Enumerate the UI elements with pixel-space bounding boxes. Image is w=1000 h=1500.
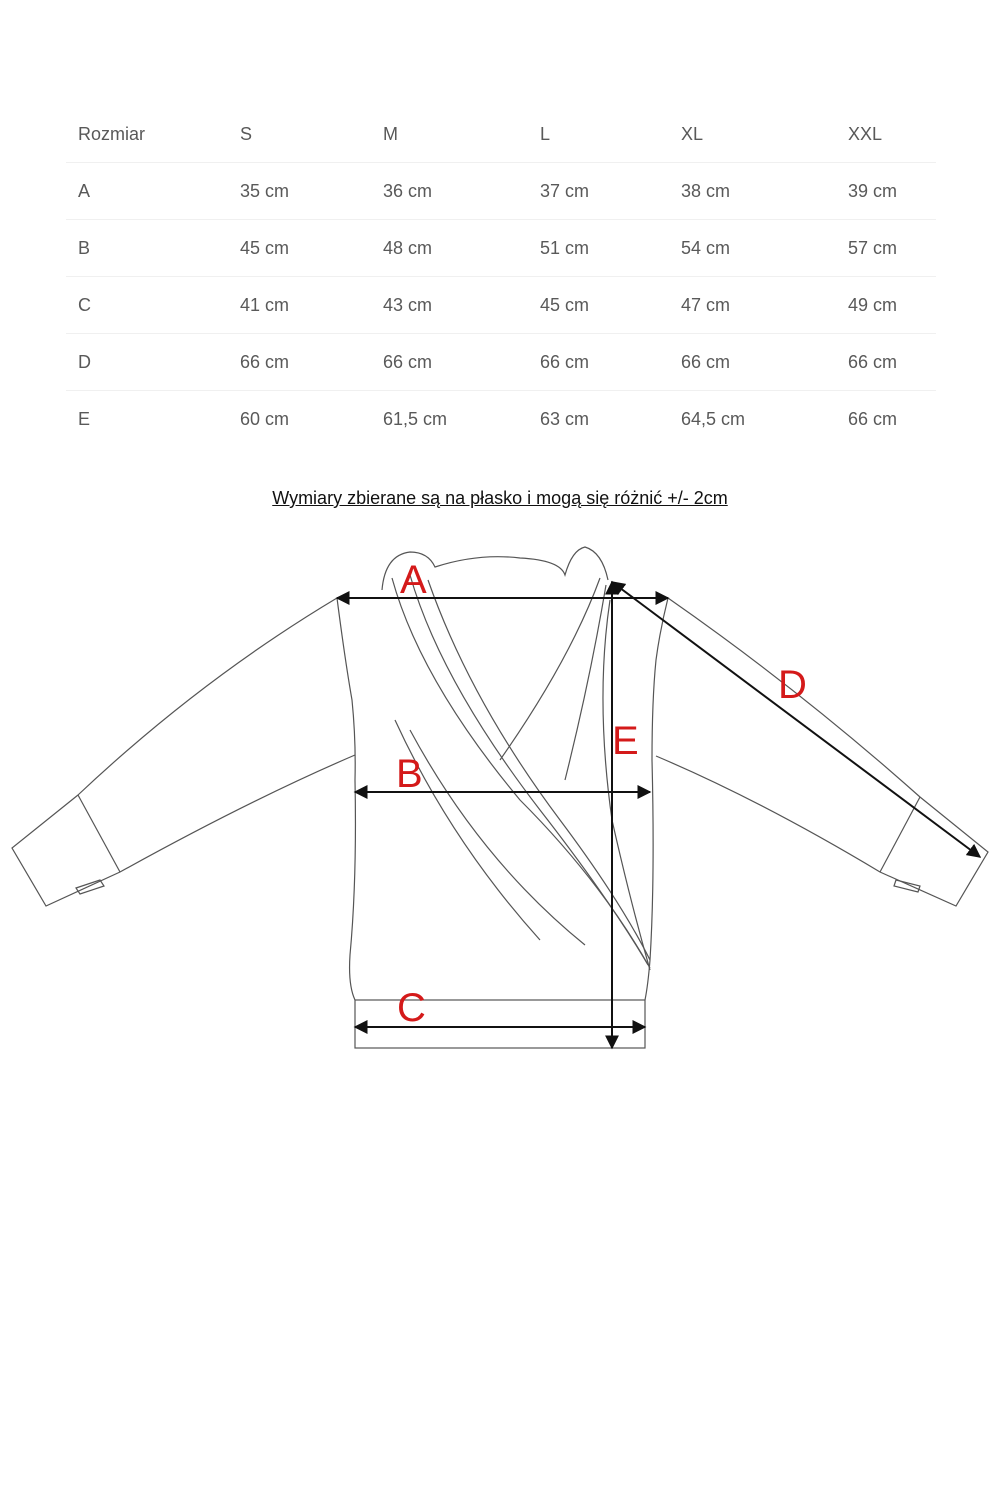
table-cell: 60 cm [240, 408, 290, 429]
row-label: D [66, 334, 228, 391]
row-label: A [66, 163, 228, 220]
row-label: B [66, 220, 228, 277]
table-cell: 45 cm [228, 220, 371, 277]
table-cell: 38 cm [669, 163, 836, 220]
table-cell: 66 cm [848, 408, 898, 429]
row-label: C [66, 277, 228, 334]
header-cell: L [528, 106, 669, 163]
label-a: A [400, 558, 427, 602]
table-cell: 48 cm [371, 220, 528, 277]
sweater-outline [12, 547, 988, 1048]
arrow-d [612, 582, 980, 857]
table-cell: 47 cm [669, 277, 836, 334]
table-header-row [66, 106, 936, 163]
measurement-arrows [337, 582, 980, 1048]
label-b: B [396, 752, 423, 796]
table-cell: 61,5 cm [383, 408, 448, 429]
size-table [66, 106, 936, 447]
table-cell: 66 cm [528, 334, 669, 391]
table-cell: 51 cm [528, 220, 669, 277]
table-cell: 43 cm [371, 277, 528, 334]
table-cell: 66 cm [371, 334, 528, 391]
table-cell: 41 cm [228, 277, 371, 334]
table-cell: 66 cm [836, 334, 936, 391]
table-cell: 66 cm [228, 334, 371, 391]
header-cell: M [371, 106, 528, 163]
measurement-note: Wymiary zbierane są na płasko i mogą się różnić +/- 2cm [272, 488, 728, 508]
table-cell: 64,5 cm [681, 408, 746, 429]
table-row [66, 220, 936, 277]
table-cell: 36 cm [371, 163, 528, 220]
header-cell: XL [669, 106, 836, 163]
garment-diagram [0, 530, 1000, 1070]
table-row [66, 277, 936, 334]
header-cell: Rozmiar [66, 106, 228, 163]
table-cell: 66 cm [669, 334, 836, 391]
table-cell: 35 cm [228, 163, 371, 220]
label-c: C [397, 986, 426, 1030]
table-cell: 54 cm [669, 220, 836, 277]
table-cell: 45 cm [528, 277, 669, 334]
table-cell: 37 cm [528, 163, 669, 220]
table-cell: 57 cm [836, 220, 936, 277]
table-cell: 39 cm [836, 163, 936, 220]
table-cell: 63 cm [540, 408, 590, 429]
label-e: E [612, 719, 639, 763]
header-cell: XXL [836, 106, 936, 163]
table-row [66, 391, 936, 448]
row-label: E [78, 408, 91, 429]
table-row [66, 334, 936, 391]
header-cell: S [228, 106, 371, 163]
measurement-labels [396, 558, 807, 1030]
table-row [66, 163, 936, 220]
table-cell: 49 cm [836, 277, 936, 334]
label-d: D [778, 663, 807, 707]
